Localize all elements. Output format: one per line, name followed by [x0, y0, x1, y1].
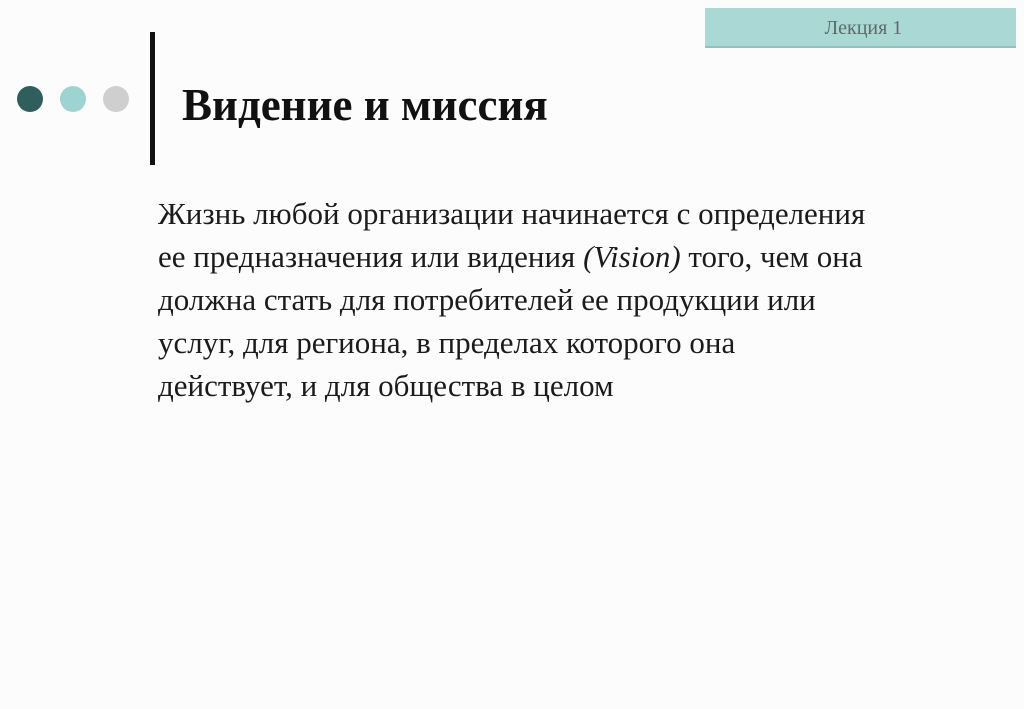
decorative-dot-dark: [17, 86, 43, 112]
body-paragraph: [158, 192, 998, 407]
decorative-dot-gray: [103, 86, 129, 112]
decorative-dot-teal: [60, 86, 86, 112]
vision-term: (Vision): [583, 239, 681, 274]
body-line-3: должна стать для потребителей ее продукции или: [158, 282, 816, 317]
lecture-label: Лекция 1: [705, 8, 1016, 48]
slide-title: Видение и миссия: [182, 80, 548, 130]
body-line-2: [158, 235, 998, 278]
body-line-4: услуг, для региона, в пределах которого она: [158, 325, 736, 360]
body-line-1: Жизнь любой организации начинается с определения: [158, 196, 866, 231]
body-line-2-end: того, чем она: [680, 239, 863, 274]
body-line-5: действует, и для общества в целом: [158, 368, 614, 403]
title-divider: [150, 32, 155, 165]
body-line-2-start: ее предназначения или видения: [158, 239, 584, 274]
